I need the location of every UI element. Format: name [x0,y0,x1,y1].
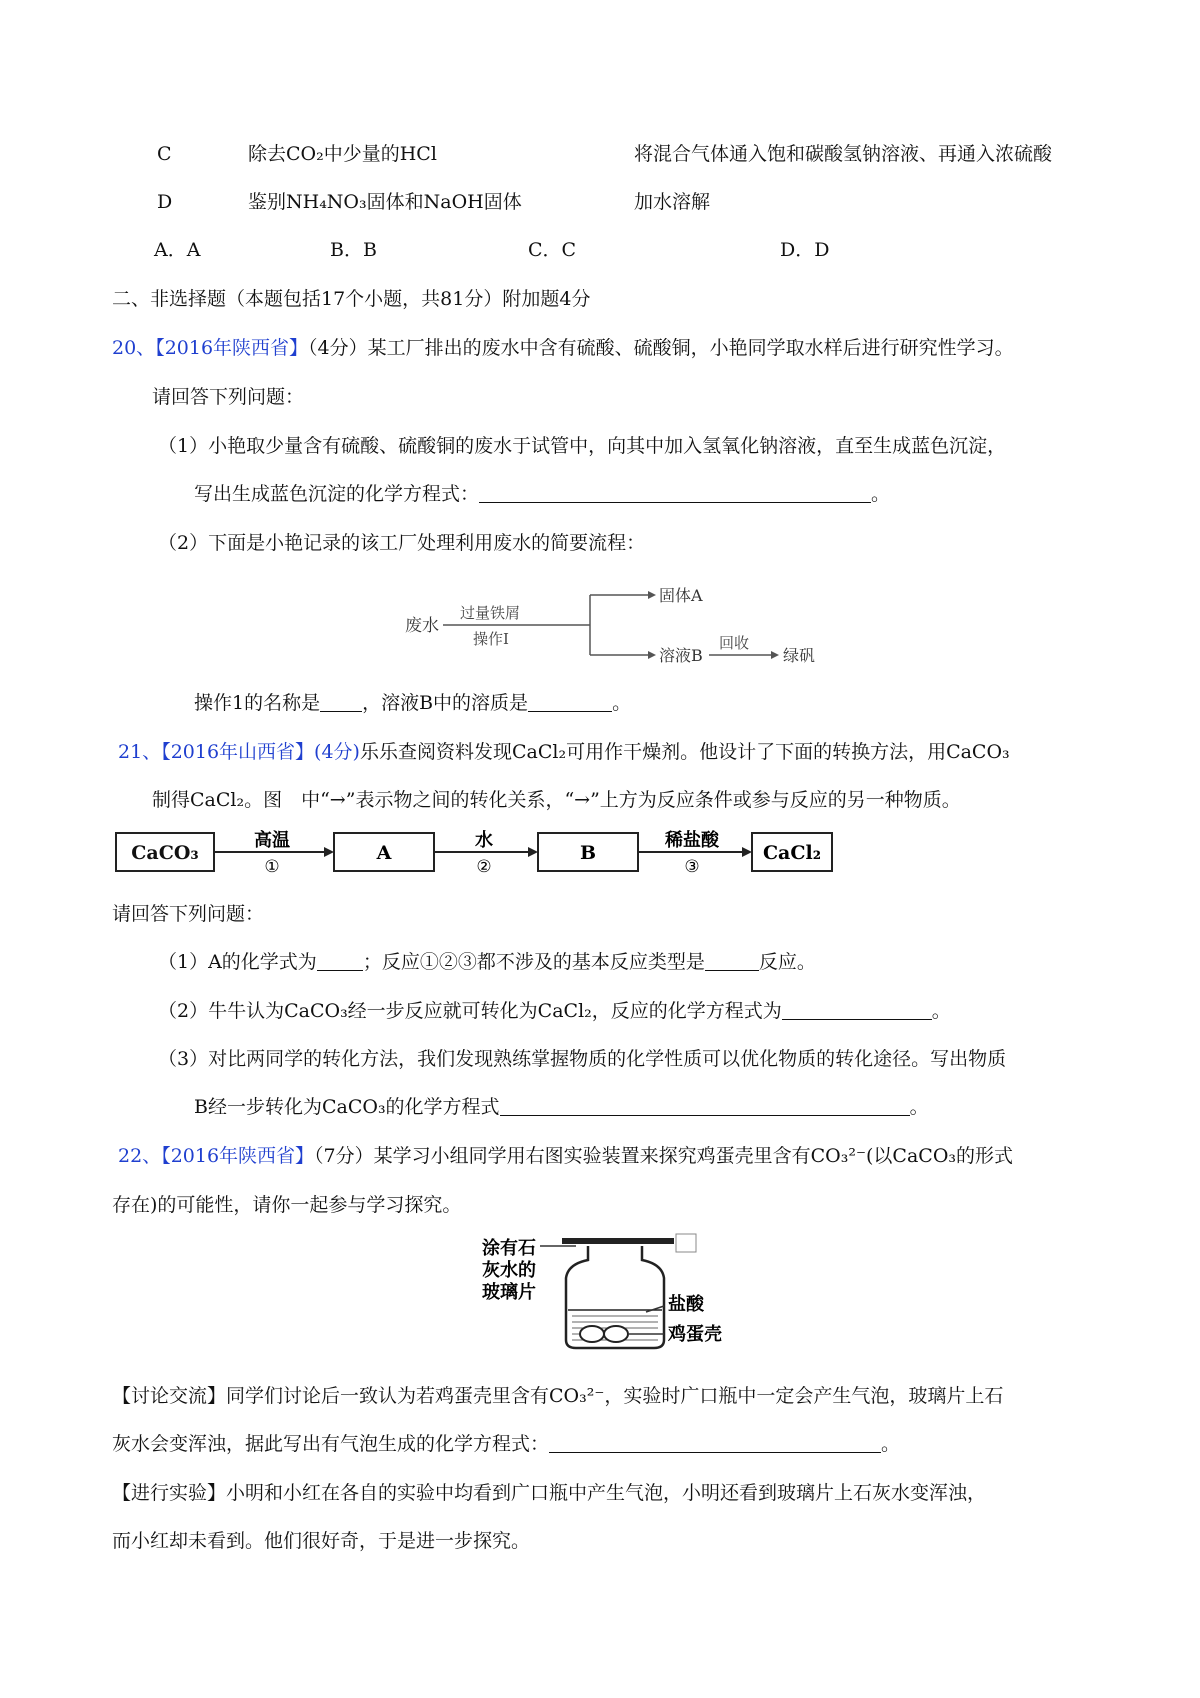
flow-branch-up-label: 固体A [659,586,703,605]
plate-stand [676,1234,696,1252]
chain-step-3: ③ [684,857,700,877]
answer-blank[interactable] [479,482,871,503]
row-d-method: 加水溶解 [634,191,711,213]
row-c-method: 将混合气体通入饱和碳酸氢钠溶液、再通入浓硫酸 [634,143,1053,165]
option-c: C．C [528,239,577,261]
q20-part1-prompt: 写出生成蓝色沉淀的化学方程式： [194,483,480,505]
flow-arrow-bottom: 操作I [473,630,509,648]
flow-end: 绿矾 [783,646,816,665]
flow-arrowhead-down [648,651,656,659]
chain-box-caco3-label: CaCO₃ [131,842,199,864]
q20-stem-2: 请回答下列问题： [152,386,305,408]
q21-stem-2: 制得CaCl₂。图 中“→”表示物之间的转化关系，“→”上方为反应条件或参与反应的另一种物质。 [152,789,961,811]
q20-part3-prompt: 操作1的名称是 [194,692,321,714]
q22-discuss-prompt: 灰水会变浑浊，据此写出有气泡生成的化学方程式： [112,1433,550,1455]
chain-step-1: ① [264,857,280,877]
answer-blank[interactable] [320,691,362,712]
q20-flow-diagram [403,580,833,666]
answer-blank[interactable] [317,950,363,971]
chain-step-2: ② [476,857,492,877]
chain-cond-1: 高温 [254,830,290,851]
q22-source: 【2016年陕西省】 [161,1145,315,1167]
q20-part1-line2: 写出生成蓝色沉淀的化学方程式： 。 [194,483,891,505]
q21-intro: 请回答下列问题： [112,903,265,925]
q21-part2: （2）牛牛认为CaCO₃经一步反应就可转化为CaCl₂，反应的化学方程式为 。 [158,1000,951,1022]
q21-part3-line1: （3）对比两同学的转化方法，我们发现熟练掌握物质的化学性质可以优化物质的转化途径。写出物质 [158,1048,1007,1070]
q20-part1-line1: （1）小艳取少量含有硫酸、硫酸铜的废水于试管中，向其中加入氢氧化钠溶液，直至生成蓝色沉淀， [158,435,1007,457]
q21-chain-diagram [114,824,834,880]
q22-stem [118,1143,1013,1169]
flow-recycle-label: 回收 [719,634,750,652]
q20-number: 20、 [112,337,156,359]
flow-arrow-top: 过量铁屑 [460,604,521,622]
chain-cond-3: 稀盐酸 [665,830,719,851]
chain-arrowhead-3 [742,847,752,857]
chain-box-a-label: A [376,842,392,864]
flow-start: 废水 [405,616,439,636]
q21-part1 [158,949,816,975]
glass-plate [562,1238,674,1244]
chain-box-cacl2-label: CaCl₂ [762,842,822,864]
chain-box-b-label: B [579,842,597,864]
flow-branch-down-label: 溶液B [659,646,703,665]
option-d: D．D [780,239,830,261]
q21-part1-prompt-2: ；反应①②③都不涉及的基本反应类型是 [362,951,705,973]
eggshell-piece [580,1326,604,1342]
q21-part1-end: 反应。 [758,951,816,973]
answer-blank[interactable] [705,950,759,971]
q20-stem [112,335,1014,361]
q21-part3-prompt: B经一步转化为CaCO₃的化学方程式 [194,1096,500,1118]
row-d-item: 鉴别NH₄NO₃固体和NaOH固体 [248,191,522,213]
row-d-letter: D [157,191,173,213]
eggshell-piece [604,1326,628,1342]
section-heading: 二、非选择题（本题包括17个小题，共81分）附加题4分 [112,288,591,310]
q22-discuss-line2: 灰水会变浑浊，据此写出有气泡生成的化学方程式： 。 [112,1433,901,1455]
q22-stem-text: （7分）某学习小组同学用右图实验装置来探究鸡蛋壳里含有CO₃²⁻(以CaCO₃的形式 [314,1145,1014,1167]
chain-arrowhead-1 [324,847,334,857]
q21-part3-line2: B经一步转化为CaCO₃的化学方程式 。 [194,1096,929,1118]
q21-number: 21、 [118,741,162,763]
chain-arrowhead-2 [528,847,538,857]
chain-cond-2: 水 [475,830,493,851]
q22-experiment-line1: 【进行实验】小明和小红在各自的实验中均看到广口瓶中产生气泡，小明还看到玻璃片上石灰水变浑浊， [112,1482,987,1504]
q22-discuss-line1: 【讨论交流】同学们讨论后一致认为若鸡蛋壳里含有CO₃²⁻，实验时广口瓶中一定会产生气泡，玻璃片上石 [112,1385,1004,1407]
row-c-letter: C [157,143,172,165]
flow-arrowhead-recycle [771,651,779,659]
answer-blank[interactable] [528,691,612,712]
q21-stem [118,739,1010,765]
q22-experiment-line2: 而小红却未看到。他们很好奇，于是进一步探究。 [112,1530,531,1552]
figure-label-right-1: 盐酸 [668,1294,704,1315]
answer-blank[interactable] [500,1095,910,1116]
q21-stem-text: 乐乐查阅资料发现CaCl₂可用作干燥剂。他设计了下面的转换方法，用CaCO₃ [359,741,1010,763]
flow-arrowhead-up [648,591,656,599]
q22-apparatus-figure [480,1232,730,1354]
q21-part2-prompt: （2）牛牛认为CaCO₃经一步反应就可转化为CaCl₂，反应的化学方程式为 [158,1000,782,1022]
q21-part1-prompt: （1）A的化学式为 [158,951,317,973]
q22-number: 22、 [118,1145,162,1167]
q20-source: 【2016年陕西省】 [155,337,309,359]
q20-part2: （2）下面是小艳记录的该工厂处理利用废水的简要流程： [158,532,646,554]
option-b: B．B [330,239,377,261]
q20-part3-prompt-2: ，溶液B中的溶质是 [362,692,529,714]
answer-blank[interactable] [549,1432,881,1453]
figure-label-left-1: 涂有石 [482,1238,536,1259]
q22-stem-2: 存在)的可能性，请你一起参与学习探究。 [112,1194,462,1216]
q20-part3: 操作1的名称是 ，溶液B中的溶质是 。 [194,692,632,714]
figure-label-right-2: 鸡蛋壳 [668,1324,722,1345]
acid-pointer [646,1306,664,1312]
q20-stem-text: （4分）某工厂排出的废水中含有硫酸、硫酸铜，小艳同学取水样后进行研究性学习。 [308,337,1014,359]
figure-label-left-2: 灰水的 [482,1260,536,1281]
q21-source: 【2016年山西省】(4分) [161,741,360,763]
answer-blank[interactable] [782,999,932,1020]
figure-label-left-3: 玻璃片 [482,1282,536,1303]
row-c-item: 除去CO₂中少量的HCl [248,143,437,165]
option-a: A．A [154,239,201,261]
